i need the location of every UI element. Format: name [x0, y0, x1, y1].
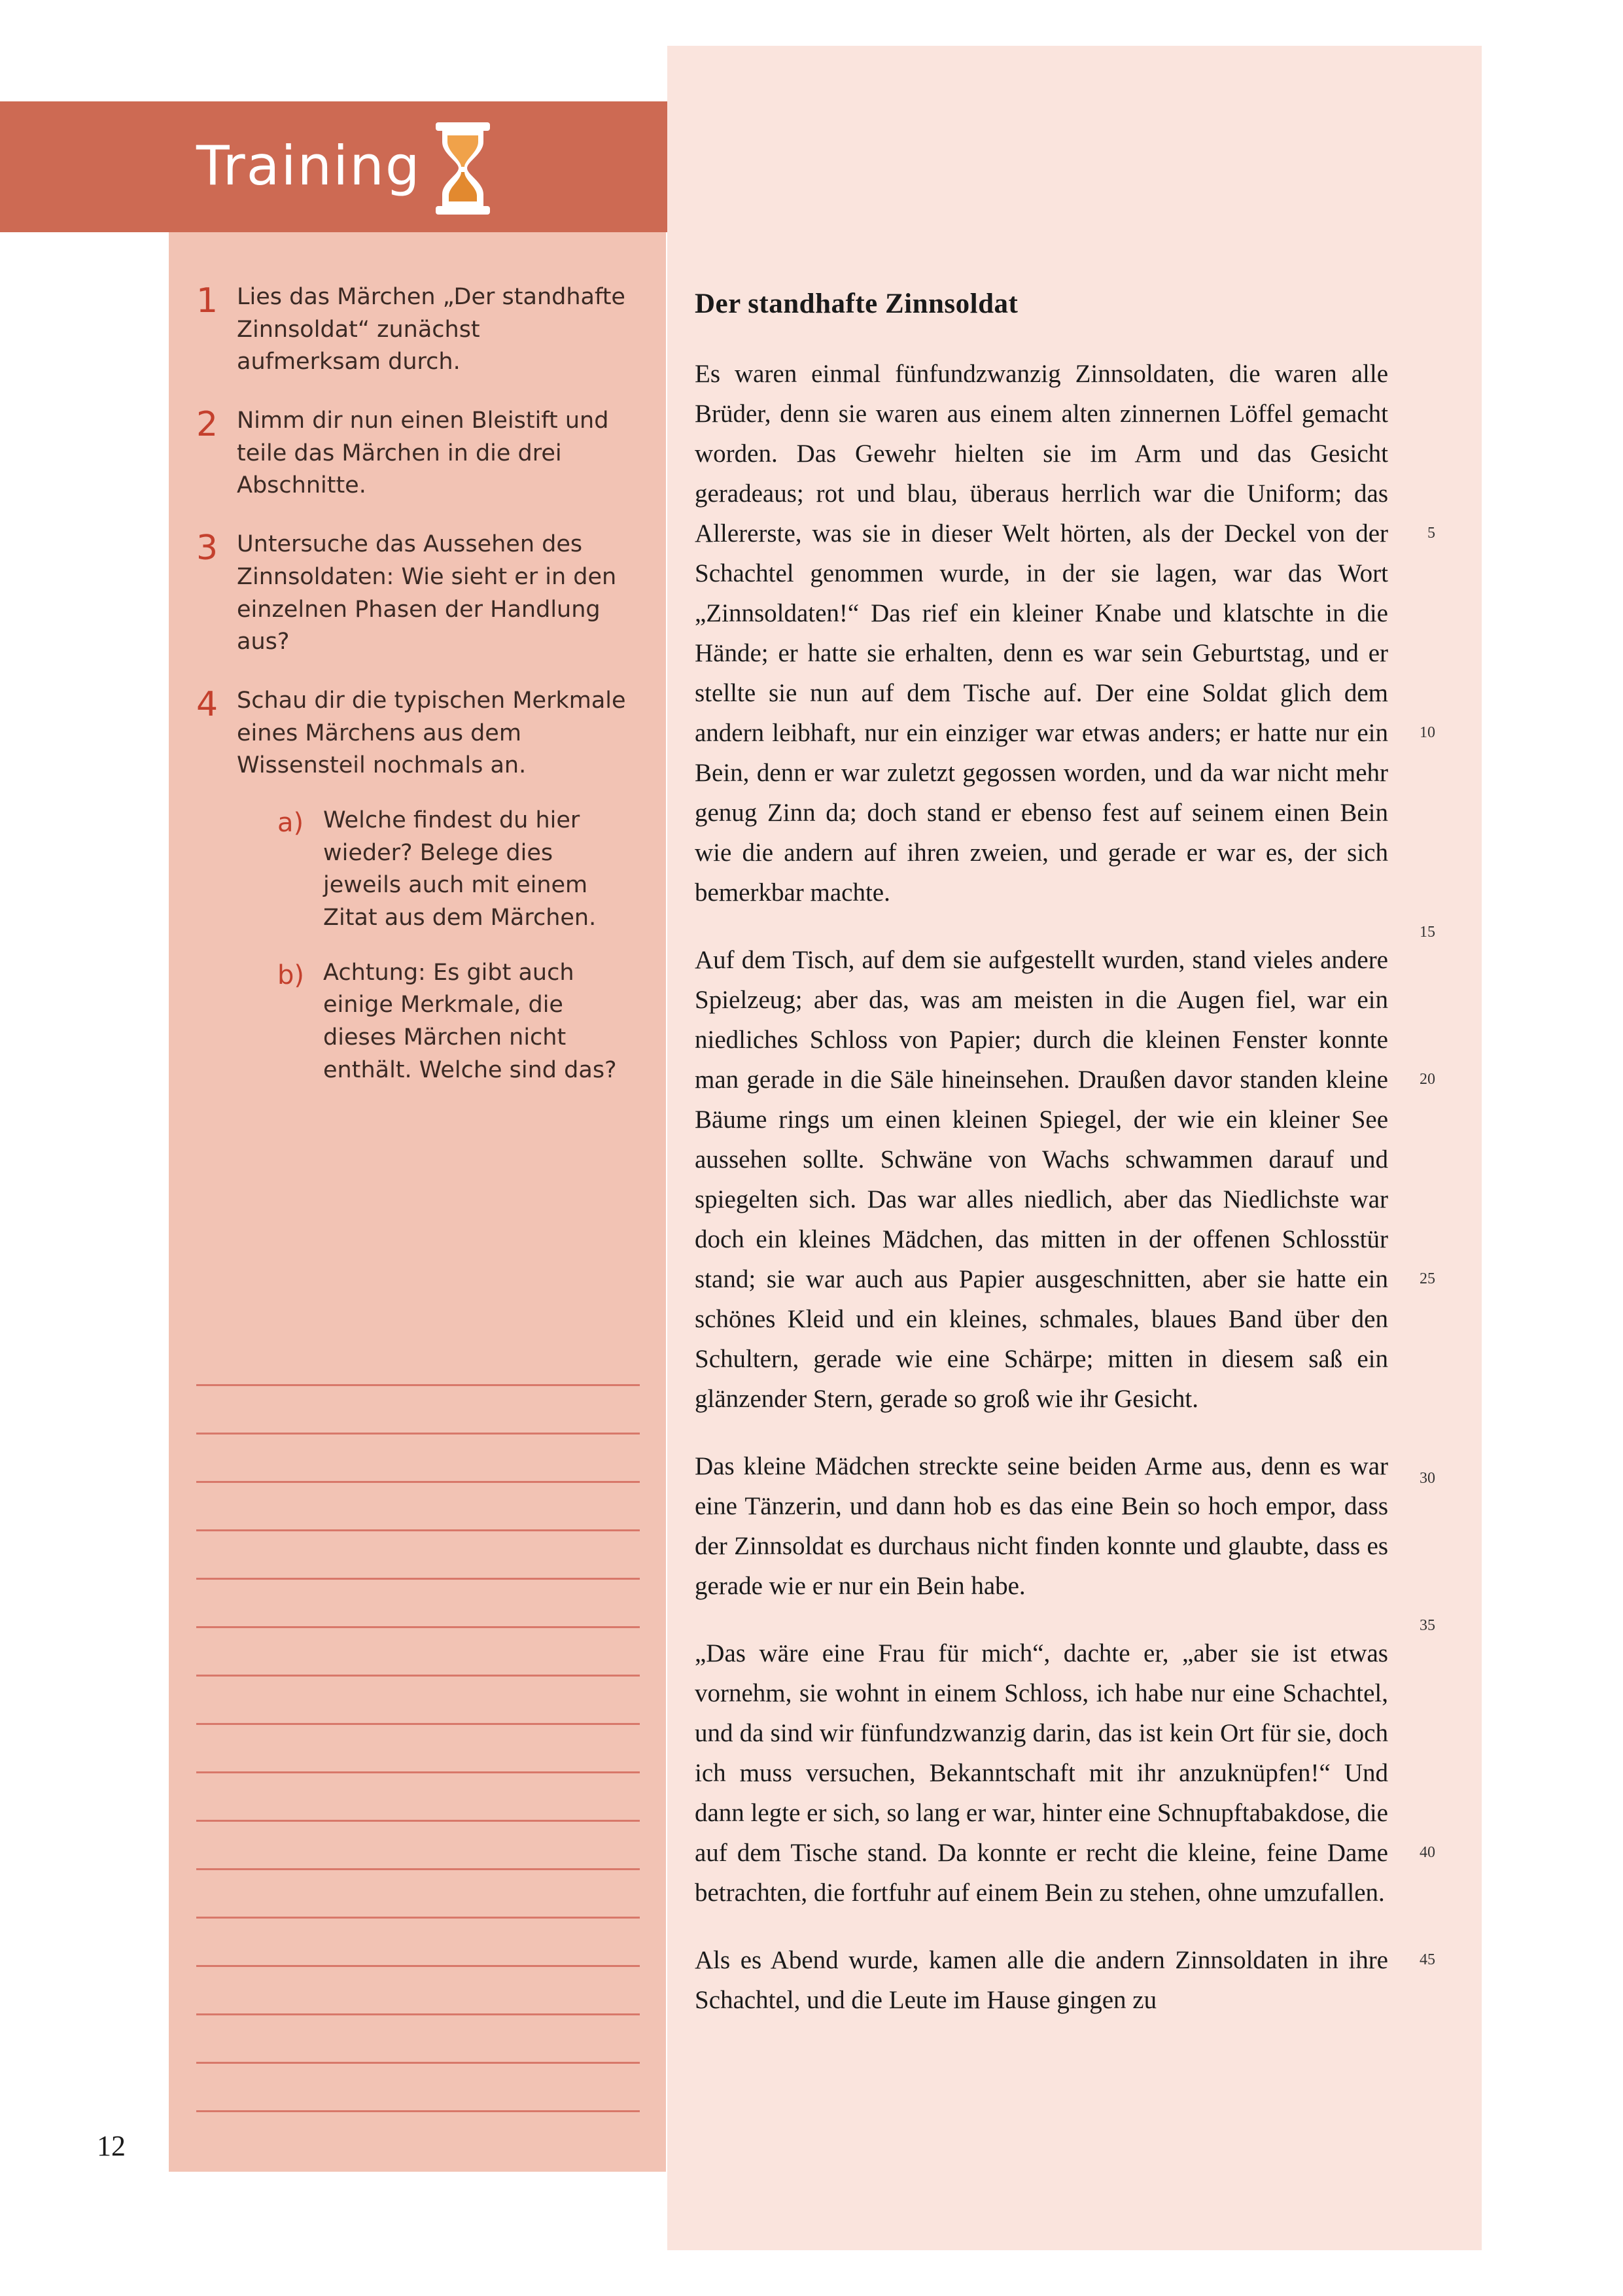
task-text: Lies das Märchen „Der standhafte Zinnsoldat“ zunächst aufmerksam durch. — [237, 284, 625, 375]
writing-line[interactable] — [196, 1338, 640, 1386]
paragraph-text: „Das wäre eine Frau für mich“, dachte er, „aber sie ist etwas vornehm, sie wohnt in einem Schloss, ich habe nur eine Schachtel, und da sind wir fünfundzwanzig darin, das ist kein Ort für sie, doch ich muss versuchen, Bekanntschaft mit ihr anzuknüpfen!“ Und dann legte er sich, so lang er war, hinter eine Schnupftabakdose, die auf dem Tische stand. Da konnte er recht die kleine, feine Dame betrachten, die fortfuhr auf einem Bein zu stehen, ohne umzufallen. — [695, 1639, 1388, 1907]
task-text: Schau dir die typischen Merkmale eines Märchens aus dem Wissensteil nochmals an. — [237, 687, 626, 779]
writing-line[interactable] — [196, 1483, 640, 1531]
task-list — [196, 281, 628, 1113]
writing-line[interactable] — [196, 2064, 640, 2112]
subtask-item — [277, 805, 628, 935]
writing-line[interactable] — [196, 1580, 640, 1628]
writing-line[interactable] — [196, 1967, 640, 2015]
writing-line[interactable] — [196, 1677, 640, 1725]
line-number: 15 — [1420, 924, 1435, 941]
line-number: 25 — [1420, 1270, 1435, 1287]
subtask-letter: a) — [277, 807, 304, 838]
task-number: 4 — [196, 684, 218, 724]
writing-line[interactable] — [196, 1870, 640, 1919]
hourglass-icon — [432, 121, 494, 216]
story-paragraph — [695, 354, 1435, 941]
subtask-text: Welche findest du hier wieder? Belege dies jeweils auch mit einem Zitat aus dem Märchen. — [323, 807, 597, 931]
line-number: 30 — [1420, 1470, 1435, 1487]
task-item — [196, 281, 628, 379]
task-number: 2 — [196, 405, 218, 445]
story-text — [695, 288, 1435, 2047]
line-number: 5 — [1427, 525, 1435, 542]
writing-line[interactable] — [196, 1531, 640, 1580]
line-number: 35 — [1420, 1617, 1435, 1634]
subtask-text: Achtung: Es gibt auch einige Merkmale, die dieses Märchen nicht enthält. Welche sind das? — [323, 959, 617, 1083]
subtask-list — [277, 805, 628, 1087]
line-number: 20 — [1420, 1071, 1435, 1088]
task-text: Untersuche das Aussehen des Zinnsoldaten: Wie sieht er in den einzelnen Phasen der Handlung aus? — [237, 531, 617, 655]
task-item — [196, 405, 628, 502]
task-number: 1 — [196, 281, 218, 321]
paragraph-text: Als es Abend wurde, kamen alle die andern Zinnsoldaten in ihre Schachtel, und die Leute im Hause gingen zu — [695, 1946, 1388, 2014]
writing-line[interactable] — [196, 1773, 640, 1822]
page-title: Training — [196, 134, 421, 198]
task-number: 3 — [196, 529, 218, 568]
task-item — [196, 685, 628, 1087]
paragraph-text: Auf dem Tisch, auf dem sie aufgestellt wurden, stand vieles andere Spielzeug; aber das, was am meisten in die Augen fiel, war ein niedliches Schloss von Papier; durch die kleinen Fenster konnte man gerade in die Säle hineinsehen. Draußen davor standen kleine Bäume rings um einen kleinen Spiegel, der wie ein kleiner See aussehen sollte. Schwäne von Wachs schwammen darauf und spiegelten sich. Das war alles niedlich, aber das Niedlichste war doch ein kleines Mädchen, das mitten in der offenen Schlosstür stand; sie war auch aus Papier ausgeschnitten, aber sie hatte ein schönes Kleid und ein kleines, schmales, blaues Band über den Schultern, gerade wie eine Schärpe; mitten in diesem saß ein glänzender Stern, gerade so groß wie ihr Gesicht. — [695, 946, 1388, 1413]
paragraph-text: Es waren einmal fünfundzwanzig Zinnsoldaten, die waren alle Brüder, denn sie waren aus einem alten zinnernen Löffel gemacht worden. Das Gewehr hielten sie im Arm und das Gesicht geradeaus; rot und blau, überaus herrlich war die Uniform; das Allererste, was sie in dieser Welt hörten, als der Deckel von der Schachtel genommen wurde, in der sie lagen, war das Wort „Zinnsoldaten!“ Das rief ein kleiner Knabe und klatschte in die Hände; er hatte sie erhalten, denn es war sein Geburtstag, und er stellte sie nun auf dem Tische auf. Der eine Soldat glich dem andern leibhaft, nur ein einziger war etwas anders; er hatte nur ein Bein, denn er war zuletzt gegossen worden, und da war nicht mehr genug Zinn da; doch stand er ebenso fest auf seinem einen Bein wie die andern auf ihren zweien, und gerade er war es, der sich bemerkbar machte. — [695, 360, 1388, 907]
story-paragraph — [695, 940, 1435, 1487]
task-item — [196, 529, 628, 659]
subtask-item — [277, 957, 628, 1087]
writing-line[interactable] — [196, 1822, 640, 1870]
line-number: 10 — [1420, 724, 1435, 741]
answer-writing-lines[interactable] — [196, 1338, 640, 2112]
writing-line[interactable] — [196, 2015, 640, 2064]
line-number: 45 — [1420, 1951, 1435, 1968]
story-paragraph — [695, 1633, 1435, 1913]
writing-line[interactable] — [196, 1919, 640, 1967]
subtask-letter: b) — [277, 960, 304, 990]
story-title: Der standhafte Zinnsoldat — [695, 288, 1019, 319]
writing-line[interactable] — [196, 1628, 640, 1677]
writing-line[interactable] — [196, 1386, 640, 1435]
writing-line[interactable] — [196, 1725, 640, 1773]
line-number: 40 — [1420, 1844, 1435, 1861]
story-paragraph — [695, 1940, 1435, 2020]
writing-line[interactable] — [196, 1435, 640, 1483]
paragraph-text: Das kleine Mädchen streckte seine beiden Arme aus, denn es war eine Tänzerin, und dann hob es das eine Bein so hoch empor, dass der Zinnsoldat es durchaus nicht finden konnte und glaubte, dass es gerade wie er nur ein Bein habe. — [695, 1452, 1388, 1600]
task-text: Nimm dir nun einen Bleistift und teile das Märchen in die drei Abschnitte. — [237, 408, 609, 499]
page-number: 12 — [97, 2130, 126, 2162]
